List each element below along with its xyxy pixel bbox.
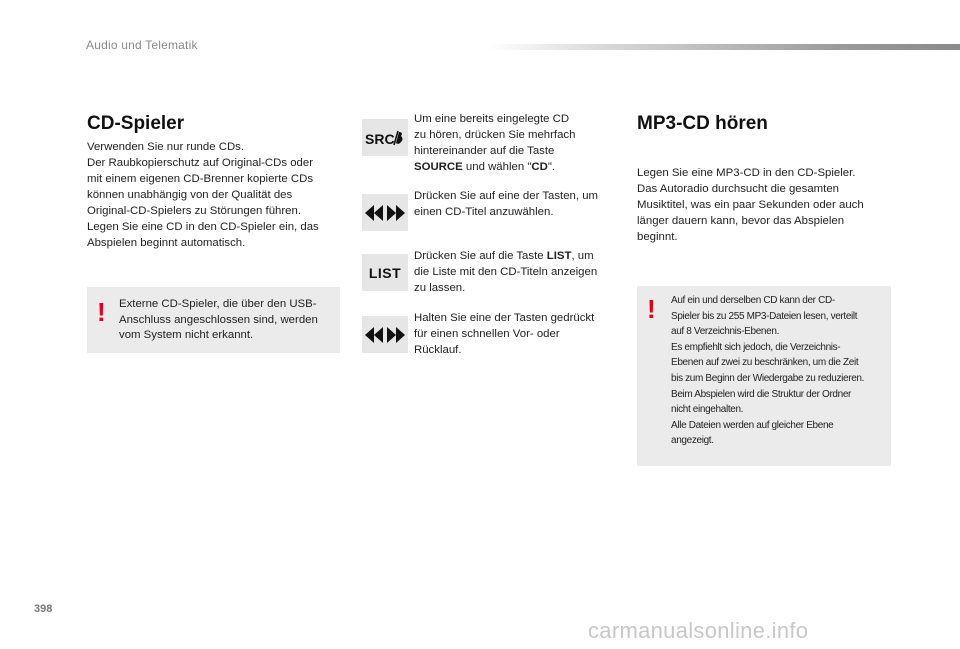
text-line: Original-CD-Spielers zu Störungen führen. <box>87 205 301 217</box>
keyword-source: SOURCE <box>414 161 463 173</box>
text-line: Abspielen beginnt automatisch. <box>87 237 246 249</box>
text-line: Verwenden Sie nur runde CDs. <box>87 141 245 153</box>
step-select-track <box>414 188 614 220</box>
text-line: Alle Dateien werden auf gleicher Ebene <box>671 419 834 431</box>
list-icon-label: LIST <box>368 264 402 281</box>
page-number: 398 <box>34 603 53 615</box>
text-line: Halten Sie eine der Tasten gedrückt <box>414 312 595 324</box>
text-line: Legen Sie eine CD in den CD-Spieler ein, das <box>87 221 319 233</box>
text-line: Musiktitel, was ein paar Sekunden oder auch <box>637 199 864 211</box>
step-fast-seek <box>414 310 614 358</box>
exclamation-icon: ! <box>647 294 656 324</box>
text-line: können unabhängig von der Qualität des <box>87 189 293 201</box>
text-line: vom System nicht erkannt. <box>119 329 254 341</box>
seek-arrows-icon <box>362 316 408 353</box>
text-line: auf 8 Verzeichnis-Ebenen. <box>671 326 779 338</box>
step-list <box>414 248 614 296</box>
exclamation-icon: ! <box>97 297 106 327</box>
header-gradient-bar <box>488 44 960 50</box>
keyword-cd: CD <box>531 161 548 173</box>
seek-arrows-icon <box>362 194 408 231</box>
cd-section-title: CD-Spieler <box>87 113 185 134</box>
mp3-section-body <box>637 165 897 245</box>
text-line: angezeigt. <box>671 435 714 447</box>
src-phone-icon <box>362 119 408 156</box>
text-line: Das Autoradio durchsucht die gesamten <box>637 183 839 195</box>
text-line: Spieler bis zu 255 MP3-Dateien lesen, verteilt <box>671 310 858 322</box>
text-line: Der Raubkopierschutz auf Original-CDs oder <box>87 157 314 169</box>
text-line: Externe CD-Spieler, die über den USB- <box>119 298 317 310</box>
text-line: Es empfiehlt sich jedoch, die Verzeichnis- <box>671 341 841 353</box>
mp3-section-title: MP3-CD hören <box>637 113 768 134</box>
text-line: die Liste mit den CD-Titeln anzeigen <box>414 266 598 278</box>
text-line: für einen schnellen Vor- oder <box>414 328 560 340</box>
text-line: Legen Sie eine MP3-CD in den CD-Spieler. <box>637 167 856 179</box>
mp3-info-note <box>637 286 891 466</box>
running-header: Audio und Telematik <box>86 38 198 52</box>
step-source <box>414 111 604 175</box>
text-line: Rücklauf. <box>414 344 462 356</box>
text-line: SOURCE und wählen "CD". <box>414 161 556 173</box>
text-line: Drücken Sie auf die Taste LIST, um <box>414 250 594 262</box>
text-line: länger dauern kann, bevor das Abspielen <box>637 215 845 227</box>
src-icon-label: SRC <box>365 130 395 147</box>
text-line: nicht eingehalten. <box>671 404 744 416</box>
text-line: einen CD-Titel anzuwählen. <box>414 206 554 218</box>
text-line: Ebenen auf zwei zu beschränken, um die Zeit <box>671 357 859 369</box>
text-line: Um eine bereits eingelegte CD <box>414 113 570 125</box>
text-line: mit einem eigenen CD-Brenner kopierte CDs <box>87 173 314 185</box>
list-icon <box>362 254 408 291</box>
cd-warning-text <box>119 297 337 344</box>
text-line: Beim Abspielen wird die Struktur der Ordner <box>671 388 852 400</box>
cd-section-body <box>87 139 347 251</box>
text-line: beginnt. <box>637 231 678 243</box>
watermark: carmanualsonline.info <box>588 618 809 643</box>
text-line: zu lassen. <box>414 282 466 294</box>
mp3-info-text <box>671 293 889 449</box>
cd-warning-note <box>87 287 340 353</box>
text-line: Drücken Sie auf eine der Tasten, um <box>414 190 599 202</box>
text-line: hintereinander auf die Taste <box>414 145 555 157</box>
keyword-list: LIST <box>546 250 572 262</box>
text-line: Anschluss angeschlossen sind, werden <box>119 313 318 326</box>
text-line: Auf ein und derselben CD kann der CD- <box>671 295 835 306</box>
text-line: zu hören, drücken Sie mehrfach <box>414 129 576 141</box>
text-line: bis zum Beginn der Wiedergabe zu reduzieren. <box>671 372 865 384</box>
